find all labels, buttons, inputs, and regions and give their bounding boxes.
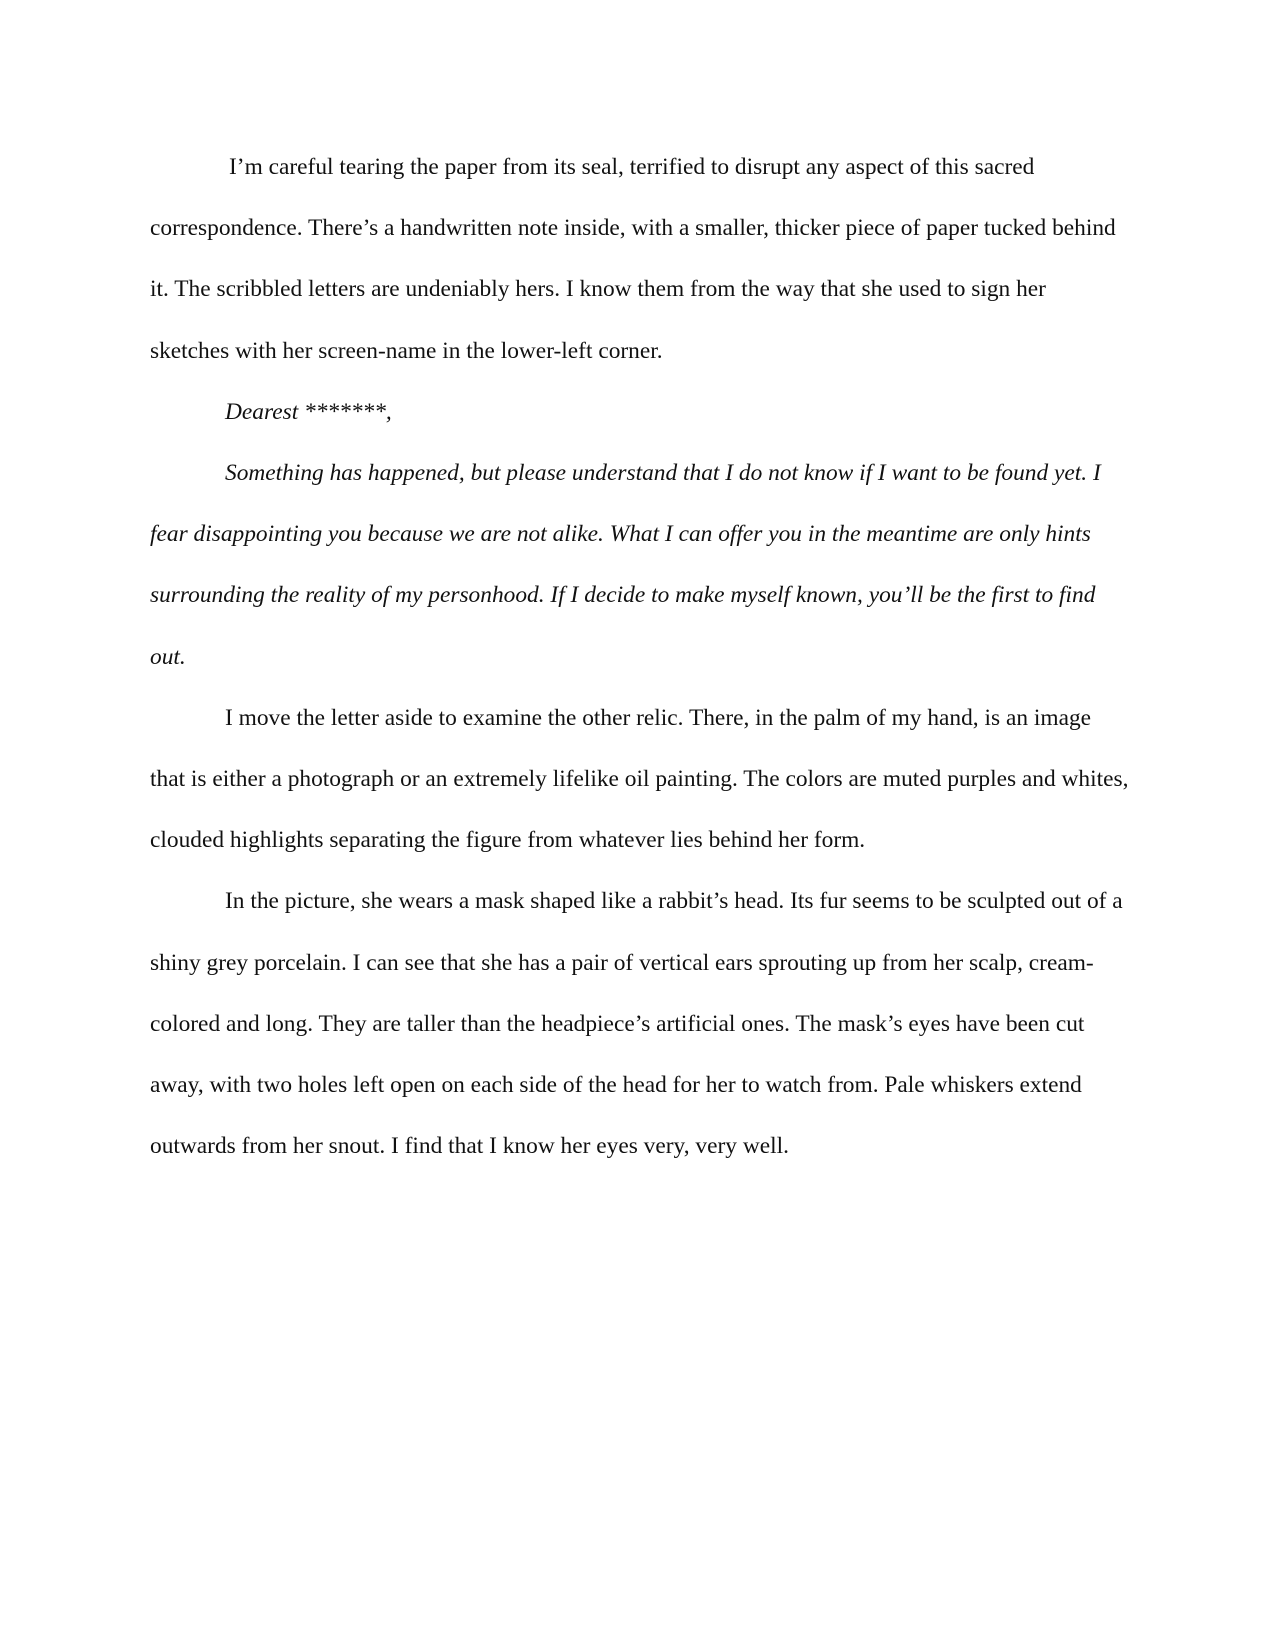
- letter-body: Something has happened, but please understand that I do not know if I want to be found yet. I fear disappointing you because we are not alike. What I can offer you in the meantime are only hints surrounding the reality of my personhood. If I decide to make myself known, you’ll be the first to find out.: [150, 460, 1101, 670]
- paragraph-opening: I’m careful tearing the paper from its seal, terrified to disrupt any aspect of this sacred correspondence. There’s a handwritten note inside, with a smaller, thicker piece of paper tucked behind it. The scribbled letters are undeniably hers. I know them from the way that she used to sign her sketches with her screen-name in the lower-left corner.: [150, 154, 1116, 364]
- paragraph-picture: In the picture, she wears a mask shaped like a rabbit’s head. Its fur seems to be sculpted out of a shiny grey porcelain. I can see that she has a pair of vertical ears sprouting up from her scalp, cream-colored and long. They are taller than the headpiece’s artificial ones. The mask’s eyes have been cut away, with two holes left open on each side of the head for her to watch from. Pale whiskers extend outwards from her snout. I find that I know her eyes very, very well.: [150, 888, 1123, 1160]
- document-body: [150, 137, 1130, 1177]
- letter-salutation: Dearest *******,: [225, 398, 392, 425]
- paragraph-relic: I move the letter aside to examine the other relic. There, in the palm of my hand, is an image that is either a photograph or an extremely lifelike oil painting. The colors are muted purples and whites, clouded highlights separating the figure from whatever lies behind her form.: [150, 704, 1129, 854]
